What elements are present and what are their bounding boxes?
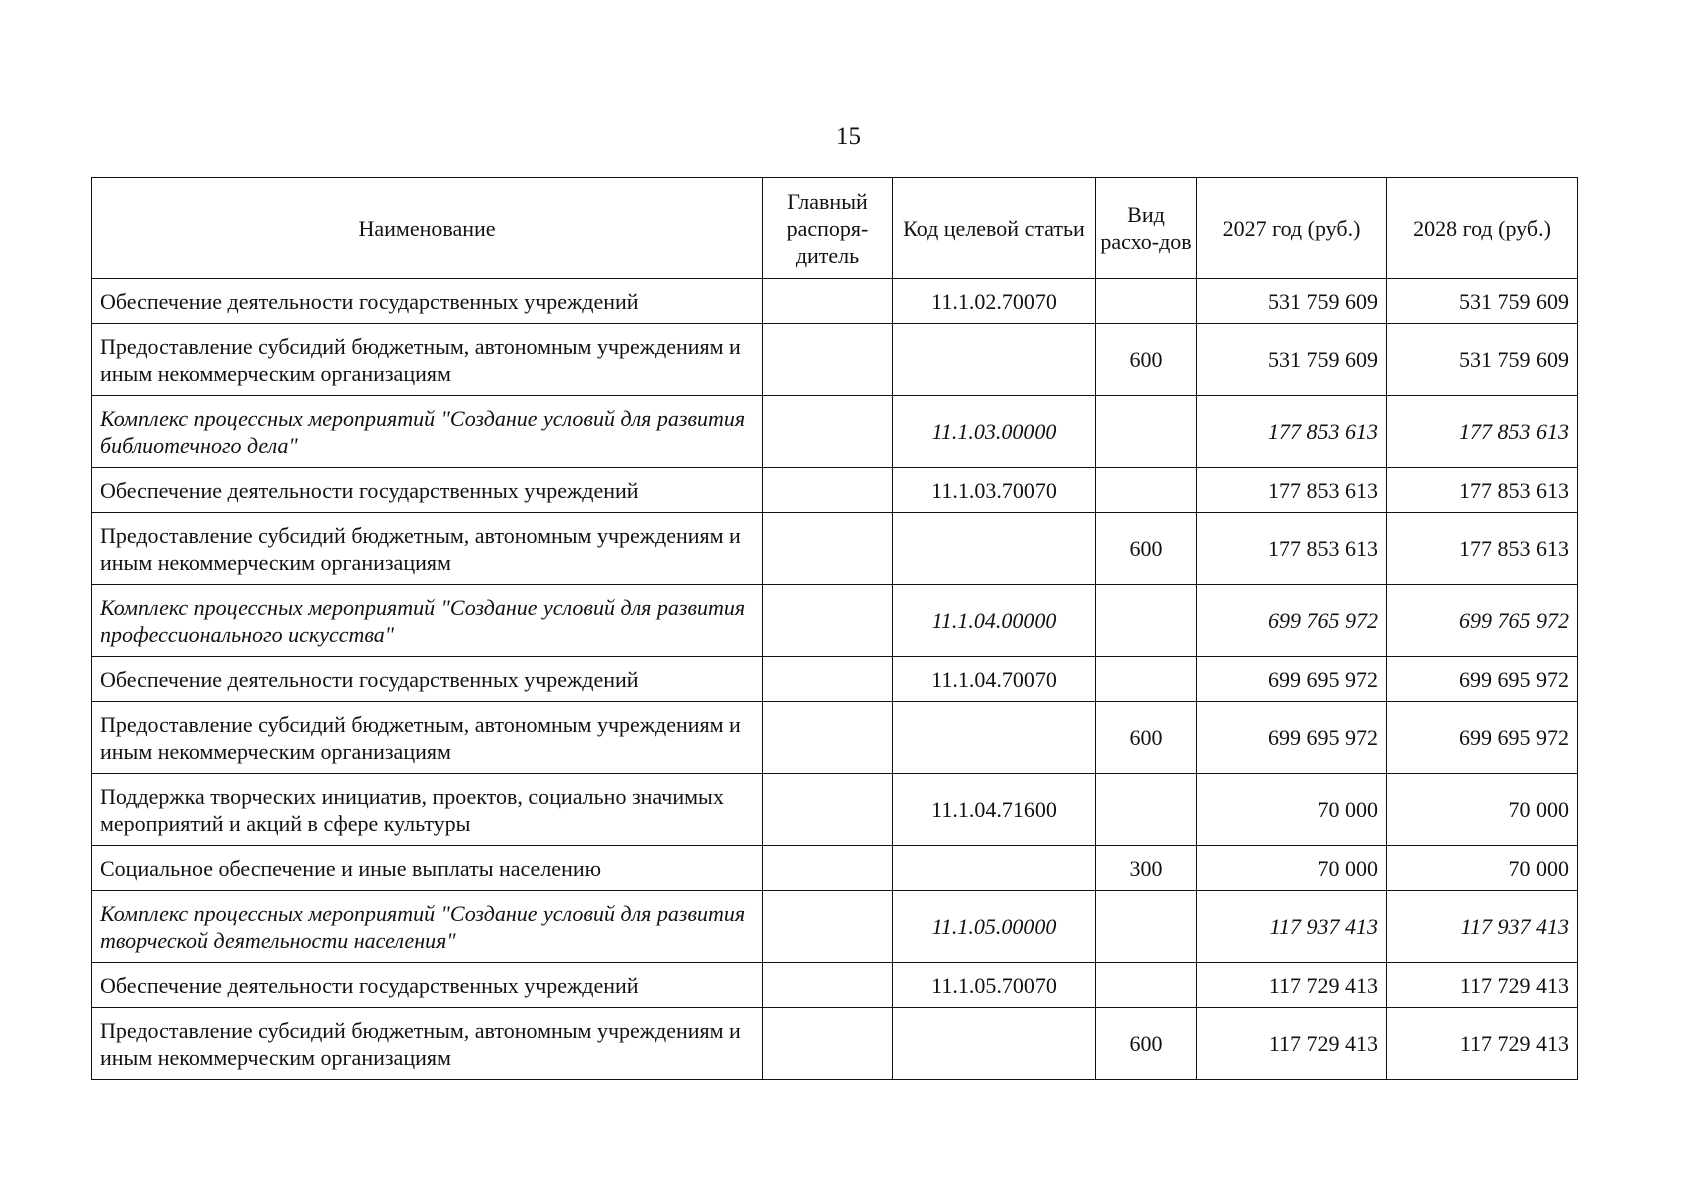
table-row: [92, 513, 1578, 585]
row-2027: 531 759 609: [1197, 324, 1387, 396]
row-2028: 177 853 613: [1387, 513, 1578, 585]
row-vid: 600: [1096, 513, 1197, 585]
row-code: [893, 702, 1096, 774]
header-gr: Главный распоря-дитель: [763, 178, 893, 279]
row-2028: 699 765 972: [1387, 585, 1578, 657]
row-2028: 531 759 609: [1387, 279, 1578, 324]
row-vid: 300: [1096, 846, 1197, 891]
row-2028: 699 695 972: [1387, 702, 1578, 774]
row-2027: 117 729 413: [1197, 963, 1387, 1008]
table-row: [92, 702, 1578, 774]
row-name: Социальное обеспечение и иные выплаты населению: [92, 846, 763, 891]
table-row: [92, 1008, 1578, 1080]
row-name: Обеспечение деятельности государственных учреждений: [92, 279, 763, 324]
row-gr: [763, 846, 893, 891]
row-gr: [763, 891, 893, 963]
row-name: Комплекс процессных мероприятий "Создание условий для развития творческой деятельности населения": [92, 891, 763, 963]
row-name: Комплекс процессных мероприятий "Создание условий для развития библиотечного дела": [92, 396, 763, 468]
header-name: Наименование: [92, 178, 763, 279]
row-code: 11.1.02.70070: [893, 279, 1096, 324]
row-code: 11.1.03.00000: [893, 396, 1096, 468]
row-2027: 117 937 413: [1197, 891, 1387, 963]
row-gr: [763, 657, 893, 702]
row-code: 11.1.03.70070: [893, 468, 1096, 513]
table-row: [92, 585, 1578, 657]
row-vid: [1096, 657, 1197, 702]
row-name: Обеспечение деятельности государственных учреждений: [92, 657, 763, 702]
page-number: 15: [836, 123, 861, 150]
row-2028: 117 937 413: [1387, 891, 1578, 963]
header-code: Код целевой статьи: [893, 178, 1096, 279]
table-row: [92, 891, 1578, 963]
row-gr: [763, 774, 893, 846]
row-2028: 531 759 609: [1387, 324, 1578, 396]
row-code: 11.1.05.70070: [893, 963, 1096, 1008]
row-vid: 600: [1096, 702, 1197, 774]
row-vid: [1096, 468, 1197, 513]
row-gr: [763, 963, 893, 1008]
table-row: [92, 279, 1578, 324]
row-2027: 177 853 613: [1197, 396, 1387, 468]
row-vid: [1096, 774, 1197, 846]
header-2028: 2028 год (руб.): [1387, 178, 1578, 279]
row-code: 11.1.04.70070: [893, 657, 1096, 702]
row-2028: 70 000: [1387, 774, 1578, 846]
table-row: [92, 324, 1578, 396]
table-row: [92, 846, 1578, 891]
table-row: [92, 963, 1578, 1008]
row-vid: [1096, 585, 1197, 657]
row-2027: 117 729 413: [1197, 1008, 1387, 1080]
row-gr: [763, 513, 893, 585]
row-name: Предоставление субсидий бюджетным, автономным учреждениям и иным некоммерческим организациям: [92, 513, 763, 585]
table-header-row: [92, 178, 1578, 279]
header-vid: Вид расхо-дов: [1096, 178, 1197, 279]
table-row: [92, 396, 1578, 468]
row-vid: [1096, 279, 1197, 324]
table-row: [92, 774, 1578, 846]
row-code: [893, 846, 1096, 891]
row-name: Поддержка творческих инициатив, проектов, социально значимых мероприятий и акций в сфере культуры: [92, 774, 763, 846]
row-name: Обеспечение деятельности государственных учреждений: [92, 468, 763, 513]
row-code: 11.1.04.00000: [893, 585, 1096, 657]
row-gr: [763, 396, 893, 468]
row-gr: [763, 324, 893, 396]
row-vid: 600: [1096, 324, 1197, 396]
row-2027: 699 765 972: [1197, 585, 1387, 657]
row-name: Обеспечение деятельности государственных учреждений: [92, 963, 763, 1008]
row-name: Предоставление субсидий бюджетным, автономным учреждениям и иным некоммерческим организациям: [92, 1008, 763, 1080]
row-gr: [763, 468, 893, 513]
row-2027: 177 853 613: [1197, 468, 1387, 513]
row-vid: [1096, 891, 1197, 963]
row-2028: 177 853 613: [1387, 396, 1578, 468]
row-gr: [763, 279, 893, 324]
table-row: [92, 657, 1578, 702]
row-2028: 117 729 413: [1387, 963, 1578, 1008]
row-name: Предоставление субсидий бюджетным, автономным учреждениям и иным некоммерческим организациям: [92, 702, 763, 774]
row-code: 11.1.05.00000: [893, 891, 1096, 963]
row-gr: [763, 585, 893, 657]
row-2028: 177 853 613: [1387, 468, 1578, 513]
row-2027: 699 695 972: [1197, 702, 1387, 774]
row-gr: [763, 702, 893, 774]
row-code: 11.1.04.71600: [893, 774, 1096, 846]
row-code: [893, 513, 1096, 585]
row-2027: 531 759 609: [1197, 279, 1387, 324]
row-vid: [1096, 396, 1197, 468]
row-name: Предоставление субсидий бюджетным, автономным учреждениям и иным некоммерческим организациям: [92, 324, 763, 396]
budget-table: [91, 177, 1578, 1080]
row-2027: 177 853 613: [1197, 513, 1387, 585]
row-vid: [1096, 963, 1197, 1008]
row-2027: 70 000: [1197, 774, 1387, 846]
row-2027: 699 695 972: [1197, 657, 1387, 702]
header-2027: 2027 год (руб.): [1197, 178, 1387, 279]
table-row: [92, 468, 1578, 513]
row-2028: 699 695 972: [1387, 657, 1578, 702]
row-name: Комплекс процессных мероприятий "Создание условий для развития профессионального искусства": [92, 585, 763, 657]
row-code: [893, 1008, 1096, 1080]
row-gr: [763, 1008, 893, 1080]
row-vid: 600: [1096, 1008, 1197, 1080]
row-2027: 70 000: [1197, 846, 1387, 891]
row-code: [893, 324, 1096, 396]
row-2028: 117 729 413: [1387, 1008, 1578, 1080]
row-2028: 70 000: [1387, 846, 1578, 891]
